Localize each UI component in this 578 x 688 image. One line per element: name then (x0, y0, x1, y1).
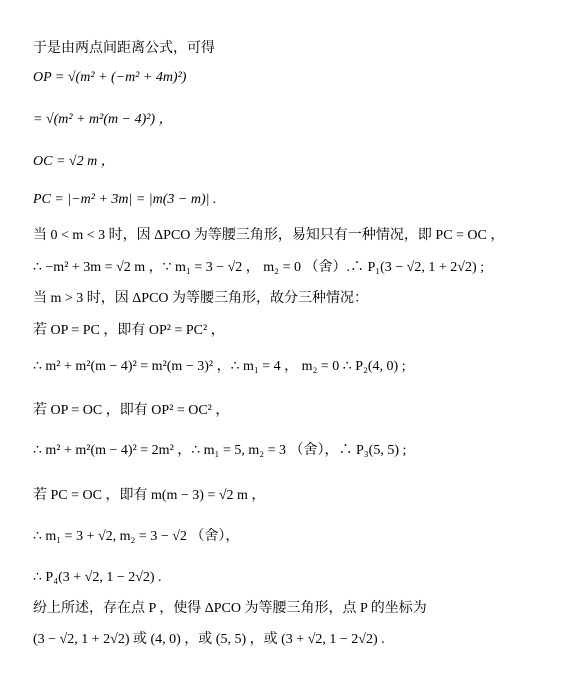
case-1-condition: 当 0 < m < 3 时，因 ΔPCO 为等腰三角形，易知只有一种情况，即 PC = OC ， (33, 228, 505, 243)
equation-oc: OC = √2 m ， (33, 154, 115, 169)
point-p4: ∴ P₄(3 + √2, 1 − 2√2) . (33, 570, 162, 585)
subcase-pc-oc-solution: ∴ m₁ = 3 + √2, m₂ = 3 − √2 （舍）， (33, 529, 240, 544)
summary-coordinates: (3 − √2, 1 + 2√2) 或 (4, 0) ，或 (5, 5) ，或 (3 + √2, 1 − 2√2) . (33, 632, 385, 647)
subcase-pc-oc: 若 PC = OC ，即有 m(m − 3) = √2 m ， (33, 488, 266, 503)
summary-line: 纷上所述，存在点 P ，使得 ΔPCO 为等腰三角形，点 P 的坐标为 (33, 601, 427, 616)
equation-op-simplified: = √(m² + m²(m − 4)²) ， (33, 112, 173, 127)
subcase-op-oc: 若 OP = OC ，即有 OP² = OC² ， (33, 403, 230, 418)
subcase-op-pc: 若 OP = PC ，即有 OP² = PC² ， (33, 323, 225, 338)
case-2-condition: 当 m > 3 时，因 ΔPCO 为等腰三角形，故分三种情况： (33, 291, 369, 306)
subcase-op-oc-solution: ∴ m² + m²(m − 4)² = 2m² ，∴ m₁ = 5, m₂ = 3 （舍），∴ P₃(5, 5) ; (33, 443, 407, 458)
subcase-op-pc-solution: ∴ m² + m²(m − 4)² = m²(m − 3)² ，∴ m₁ = 4 ， m₂ = 0 ∴ P₂(4, 0) ; (33, 359, 406, 374)
case-1-solution: ∴ −m² + 3m = √2 m ，∵ m₁ = 3 − √2 ， m₂ = 0 （舍）.∴ P₁(3 − √2, 1 + 2√2) ; (33, 260, 485, 275)
text-line-1: 于是由两点间距离公式，可得 (33, 41, 215, 56)
equation-op: OP = √(m² + (−m² + 4m)²) (33, 70, 187, 85)
equation-pc: PC = |−m² + 3m| = |m(3 − m)| . (33, 192, 217, 207)
